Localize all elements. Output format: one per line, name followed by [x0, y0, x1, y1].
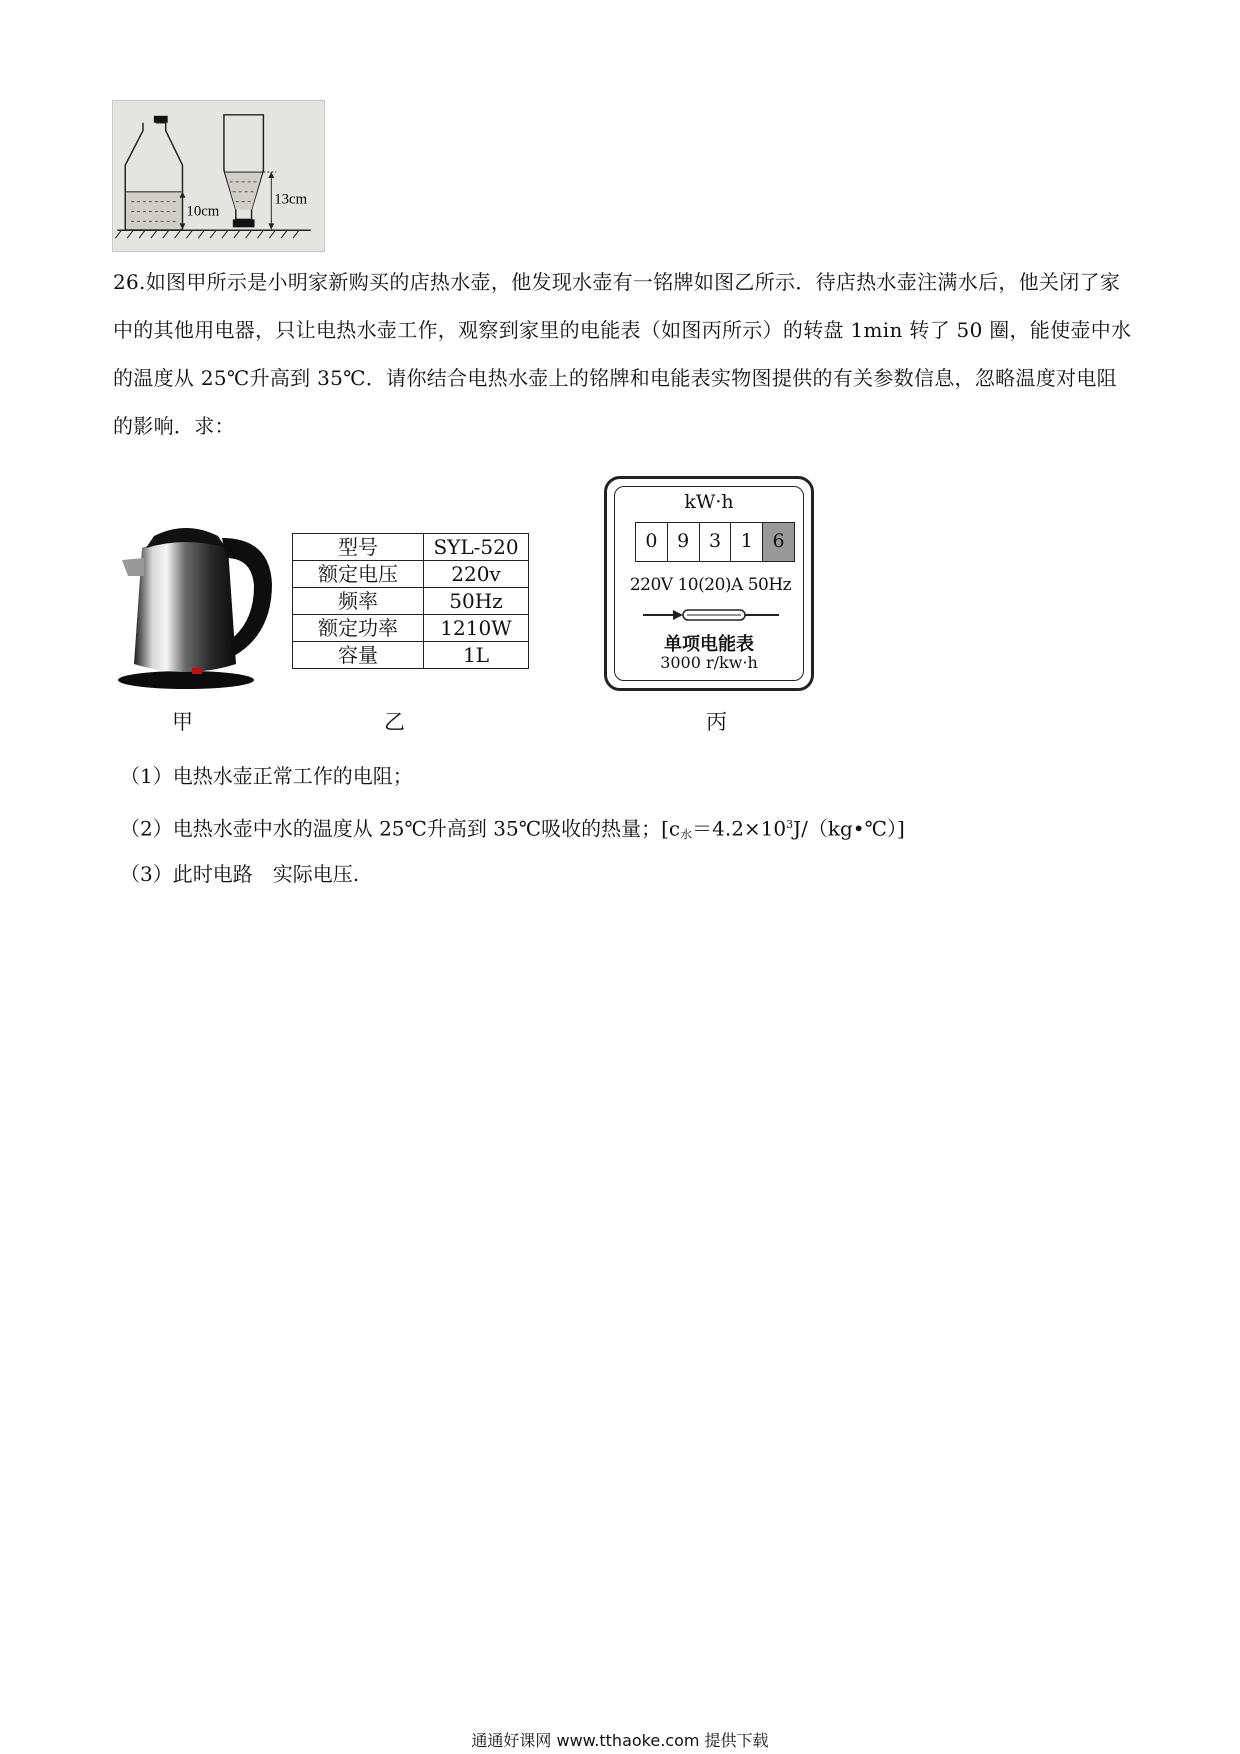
question-2-value: ＝4.2×10	[692, 816, 787, 841]
nameplate-value: 220v	[424, 561, 529, 588]
nameplate-key: 型号	[293, 534, 424, 561]
meter-name: 单项电能表	[664, 634, 754, 655]
meter-disc-arrow-icon	[643, 607, 783, 623]
nameplate-key: 容量	[293, 642, 424, 669]
table-row	[293, 588, 529, 615]
meter-unit: kW·h	[684, 491, 734, 513]
table-row	[293, 642, 529, 669]
kettle-image	[114, 514, 272, 692]
nameplate-table	[292, 533, 529, 669]
problem-statement	[113, 258, 1133, 450]
nameplate-key: 额定功率	[293, 615, 424, 642]
meter-digit-decimal: 6	[763, 523, 794, 561]
nameplate-value: 1210W	[424, 615, 529, 642]
meter-digit: 9	[668, 523, 700, 561]
question-2-unit: J/（kg•℃）]	[793, 816, 905, 841]
nameplate-value: 1L	[424, 642, 529, 669]
nameplate-key: 频率	[293, 588, 424, 615]
funnel-height-label: 13cm	[274, 191, 308, 208]
nameplate-value: 50Hz	[424, 588, 529, 615]
problem-number: 26.	[113, 270, 146, 294]
question-2	[120, 810, 905, 850]
meter-digit: 0	[636, 523, 668, 561]
caption-b: 乙	[384, 710, 405, 734]
caption-a: 甲	[172, 710, 193, 734]
question-2-exponent: 3	[786, 818, 794, 831]
bottle-figure	[112, 100, 325, 252]
meter-digit: 3	[700, 523, 732, 561]
question-3: （3）此时电路 实际电压.	[120, 862, 360, 886]
question-2-text: （2）电热水壶中水的温度从 25℃升高到 35℃吸收的热量；[c	[120, 816, 681, 841]
meter-digit: 1	[731, 523, 763, 561]
nameplate-value: SYL-520	[424, 534, 529, 561]
bottle-height-label: 10cm	[186, 203, 220, 220]
page-footer: 通通好课网 www.tthaoke.com 提供下载	[471, 1731, 769, 1750]
meter-constant: 3000 r/kw·h	[660, 653, 758, 672]
table-row	[293, 615, 529, 642]
problem-text: 如图甲所示是小明家新购买的店热水壶，他发现水壶有一铭牌如图乙所示．待店热水壶注满水后，他关闭了家中的其他用电器，只让电热水壶工作，观察到家里的电能表（如图丙所示）的转盘 1min 转了 50 圈，能使壶中水的温度从 25℃升高到 35℃．请你结合电热水壶上的铭牌和电能表实物图提供的有关参数信息，忽略温度对电阻的影响．求：	[113, 270, 1132, 438]
nameplate-key: 额定电压	[293, 561, 424, 588]
question-2-subscript: 水	[680, 827, 693, 842]
question-1: （1）电热水壶正常工作的电阻；	[120, 764, 413, 788]
electric-meter	[604, 476, 814, 691]
table-row	[293, 561, 529, 588]
table-row	[293, 534, 529, 561]
caption-c: 丙	[706, 710, 727, 734]
meter-rating: 220V 10(20)A 50Hz	[629, 575, 792, 595]
meter-face	[614, 486, 804, 681]
meter-digits	[635, 522, 795, 562]
